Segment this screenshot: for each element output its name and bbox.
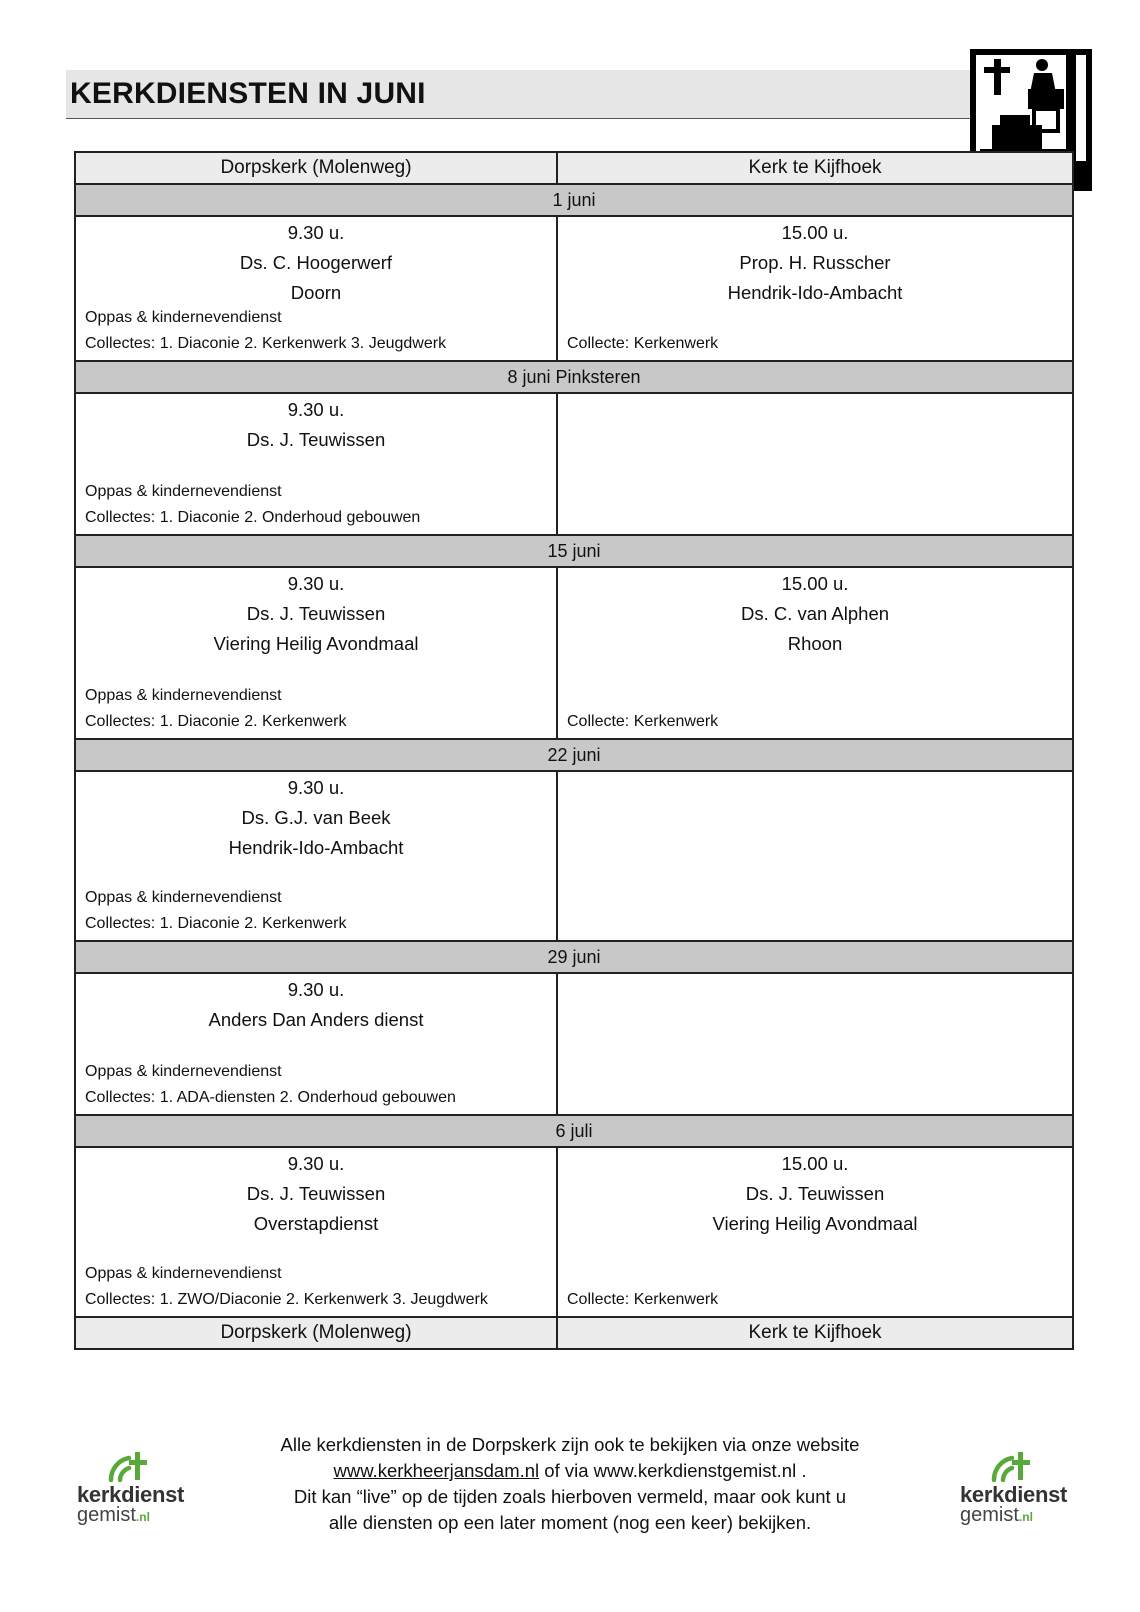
- footer-line-4: alle diensten op een later moment (nog een keer) bekijken.: [328, 1512, 812, 1533]
- kerkdienstgemist-logo-left: [77, 1450, 189, 1526]
- service-row: [75, 1147, 1073, 1317]
- service-info: [558, 568, 1072, 659]
- date-row: [75, 535, 1073, 567]
- logo-suffix: .nl: [135, 1510, 150, 1524]
- service-note: Oppas & kindernevendienst: [85, 1265, 282, 1282]
- service-info: [76, 394, 556, 455]
- service-cell-left: [75, 1147, 557, 1317]
- service-note: Collectes: 1. ZWO/Diaconie 2. Kerkenwerk 3. Jeugdwerk: [85, 1291, 488, 1308]
- service-info: [76, 974, 556, 1035]
- service-date: 1 juni: [75, 184, 1073, 216]
- column-footer-dorpskerk: Dorpskerk (Molenweg): [75, 1317, 557, 1349]
- service-info: [558, 1148, 1072, 1239]
- service-note: Collectes: 1. Diaconie 2. Kerkenwerk: [85, 713, 347, 730]
- date-row: [75, 739, 1073, 771]
- service-detail: Overstapdienst: [253, 1213, 379, 1234]
- service-row: [75, 393, 1073, 535]
- service-notes: [567, 1287, 718, 1313]
- service-date: 8 juni Pinksteren: [75, 361, 1073, 393]
- service-time: 15.00 u.: [781, 573, 849, 594]
- service-info: [558, 217, 1072, 308]
- service-cell-left: [75, 216, 557, 361]
- page-title: KERKDIENSTEN IN JUNI: [70, 77, 426, 110]
- service-cell-right: [557, 393, 1073, 535]
- service-detail: Hendrik-Ido-Ambacht: [727, 282, 903, 303]
- service-note: Oppas & kindernevendienst: [85, 687, 282, 704]
- service-notes: [85, 479, 420, 531]
- service-notes: [567, 331, 718, 357]
- service-detail: Prop. H. Russcher: [739, 252, 891, 273]
- logo-word-2: [77, 1504, 150, 1527]
- logo-word-2-text: gemist: [960, 1504, 1019, 1526]
- service-cell-left: [75, 567, 557, 739]
- service-detail: Ds. G.J. van Beek: [241, 807, 391, 828]
- service-info: [76, 772, 556, 863]
- column-footer-kijfhoek: Kerk te Kijfhoek: [557, 1317, 1073, 1349]
- service-time: 9.30 u.: [287, 222, 345, 243]
- column-header-kijfhoek: Kerk te Kijfhoek: [557, 152, 1073, 184]
- date-row: [75, 361, 1073, 393]
- service-notes: [85, 885, 346, 937]
- service-row: [75, 771, 1073, 941]
- service-info: [76, 568, 556, 659]
- website-link[interactable]: www.kerkheerjansdam.nl: [333, 1460, 540, 1481]
- footer-note: [240, 1432, 900, 1536]
- service-date: 15 juni: [75, 535, 1073, 567]
- service-time: 9.30 u.: [287, 1153, 345, 1174]
- service-cell-right: [557, 771, 1073, 941]
- service-time: 15.00 u.: [781, 222, 849, 243]
- service-detail: Ds. C. van Alphen: [740, 603, 890, 624]
- service-detail: Hendrik-Ido-Ambacht: [228, 837, 404, 858]
- service-cell-left: [75, 771, 557, 941]
- kerkdienstgemist-logo-right: [960, 1450, 1072, 1526]
- service-row: [75, 567, 1073, 739]
- service-date: 22 juni: [75, 739, 1073, 771]
- service-detail: Ds. C. Hoogerwerf: [239, 252, 393, 273]
- service-notes: [85, 1059, 456, 1111]
- service-detail: Ds. J. Teuwissen: [246, 603, 386, 624]
- service-notes: [85, 1261, 488, 1313]
- title-bar: [66, 70, 972, 119]
- kerkdienstgemist-logo-icon: [990, 1450, 1036, 1482]
- service-date: 6 juli: [75, 1115, 1073, 1147]
- service-note: Collectes: 1. Diaconie 2. Onderhoud gebouwen: [85, 509, 421, 526]
- service-notes: [567, 709, 718, 735]
- column-header-dorpskerk: Dorpskerk (Molenweg): [75, 152, 557, 184]
- service-time: 15.00 u.: [781, 1153, 849, 1174]
- service-detail: Ds. J. Teuwissen: [246, 1183, 386, 1204]
- service-row: [75, 216, 1073, 361]
- logo-suffix: .nl: [1018, 1510, 1033, 1524]
- service-note: Collecte: Kerkenwerk: [567, 335, 719, 352]
- service-time: 9.30 u.: [287, 777, 345, 798]
- logo-word-2: [960, 1504, 1033, 1527]
- service-note: Collectes: 1. ADA-diensten 2. Onderhoud gebouwen: [85, 1089, 456, 1106]
- footer-line-2: [240, 1458, 900, 1484]
- footer-line-1: Alle kerkdiensten in de Dorpskerk zijn ook te bekijken via onze website: [280, 1434, 860, 1455]
- kerkdienstgemist-logo-icon: [107, 1450, 153, 1482]
- service-cell-right: [557, 216, 1073, 361]
- service-detail: Doorn: [290, 282, 342, 303]
- service-info: [76, 1148, 556, 1239]
- service-detail: Anders Dan Anders dienst: [208, 1009, 424, 1030]
- service-cell-left: [75, 973, 557, 1115]
- footer-line-2-rest: of via www.kerkdienstgemist.nl .: [539, 1460, 807, 1481]
- service-detail: Viering Heilig Avondmaal: [213, 633, 419, 654]
- service-detail: Ds. J. Teuwissen: [745, 1183, 885, 1204]
- logo-word-1: kerkdienst: [77, 1482, 185, 1507]
- service-note: Collectes: 1. Diaconie 2. Kerkenwerk: [85, 915, 347, 932]
- service-note: Oppas & kindernevendienst: [85, 309, 282, 326]
- date-row: [75, 1115, 1073, 1147]
- date-row: [75, 941, 1073, 973]
- service-row: [75, 973, 1073, 1115]
- service-time: 9.30 u.: [287, 573, 345, 594]
- service-note: Oppas & kindernevendienst: [85, 483, 282, 500]
- service-date: 29 juni: [75, 941, 1073, 973]
- service-note: Oppas & kindernevendienst: [85, 1063, 282, 1080]
- service-note: Collecte: Kerkenwerk: [567, 713, 719, 730]
- logo-word-1: kerkdienst: [960, 1482, 1068, 1507]
- service-note: Collecte: Kerkenwerk: [567, 1291, 719, 1308]
- service-time: 9.30 u.: [287, 979, 345, 1000]
- column-header-row: [75, 152, 1073, 184]
- services-table: [74, 151, 1074, 1350]
- service-time: 9.30 u.: [287, 399, 345, 420]
- logo-word-2-text: gemist: [77, 1504, 136, 1526]
- date-row: [75, 184, 1073, 216]
- service-notes: [85, 305, 446, 357]
- service-cell-left: [75, 393, 557, 535]
- footer-line-3: Dit kan “live” op de tijden zoals hierboven vermeld, maar ook kunt u: [293, 1486, 847, 1507]
- service-info: [76, 217, 556, 308]
- service-cell-right: [557, 567, 1073, 739]
- column-footer-row: [75, 1317, 1073, 1349]
- service-note: Collectes: 1. Diaconie 2. Kerkenwerk 3. Jeugdwerk: [85, 335, 447, 352]
- service-notes: [85, 683, 346, 735]
- service-detail: Rhoon: [787, 633, 843, 654]
- service-cell-right: [557, 973, 1073, 1115]
- service-detail: Ds. J. Teuwissen: [246, 429, 386, 450]
- service-note: Oppas & kindernevendienst: [85, 889, 282, 906]
- service-cell-right: [557, 1147, 1073, 1317]
- service-detail: Viering Heilig Avondmaal: [712, 1213, 918, 1234]
